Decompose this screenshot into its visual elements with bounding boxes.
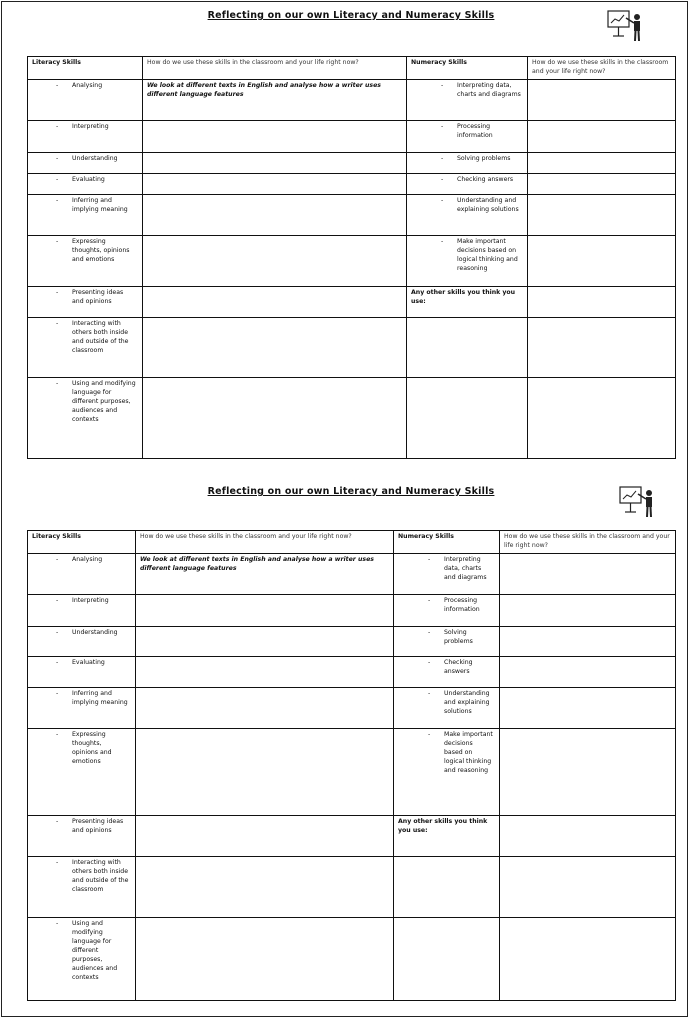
- other-skills-cell[interactable]: [407, 286, 528, 317]
- numeracy-skill-cell: - Processing information: [394, 594, 500, 626]
- numeracy-answer-cell[interactable]: [500, 917, 676, 1000]
- numeracy-blank-cell[interactable]: [407, 377, 528, 458]
- literacy-skill-label: Presenting ideas and opinions: [72, 288, 124, 305]
- literacy-answer-cell[interactable]: [136, 728, 394, 815]
- literacy-skills-header: Literacy Skills: [28, 57, 143, 80]
- worksheet-2: [27, 484, 675, 1004]
- other-skills-prompt: Any other skills you think you use:: [411, 288, 516, 305]
- numeracy-question-header: How do we use these skills in the classroom and your life right now?: [528, 57, 676, 80]
- numeracy-skill-cell: - Checking answers: [394, 656, 500, 687]
- literacy-skill-cell: - Expressing thoughts, opinions and emotions: [28, 235, 143, 286]
- numeracy-question-header: How do we use these skills in the classroom and your life right now?: [500, 531, 676, 554]
- numeracy-skill-label: Solving problems: [457, 154, 511, 162]
- literacy-skill-cell: - Inferring and implying meaning: [28, 687, 136, 728]
- other-skills-cell[interactable]: [394, 815, 500, 856]
- numeracy-skill-label: Checking answers: [457, 175, 514, 183]
- literacy-skill-cell: - Presenting ideas and opinions: [28, 286, 143, 317]
- numeracy-skill-label: Understanding and explaining solutions: [457, 196, 519, 213]
- literacy-answer-cell[interactable]: [143, 194, 407, 235]
- numeracy-answer-cell[interactable]: [528, 377, 676, 458]
- literacy-answer-cell[interactable]: [143, 79, 407, 120]
- numeracy-answer-cell[interactable]: [528, 152, 676, 173]
- sheet-title: Reflecting on our own Literacy and Numeracy Skills: [207, 10, 495, 21]
- literacy-answer-cell[interactable]: [143, 120, 407, 152]
- literacy-skill-label: Understanding: [72, 154, 118, 162]
- sheet-title: Reflecting on our own Literacy and Numeracy Skills: [207, 486, 495, 497]
- literacy-answer-cell[interactable]: [143, 152, 407, 173]
- literacy-answer-cell[interactable]: [143, 173, 407, 194]
- literacy-answer-cell[interactable]: [136, 626, 394, 656]
- numeracy-skill-label: Make important decisions based on logical thinking and reasoning: [444, 730, 493, 774]
- numeracy-answer-cell[interactable]: [528, 173, 676, 194]
- literacy-skill-label: Analysing: [72, 555, 103, 563]
- literacy-skill-cell: - Analysing: [28, 553, 136, 594]
- literacy-skill-cell: - Evaluating: [28, 173, 143, 194]
- literacy-skill-cell: - Interacting with others both inside and outside of the classroom: [28, 317, 143, 377]
- numeracy-answer-cell[interactable]: [500, 728, 676, 815]
- literacy-skill-cell: - Analysing: [28, 79, 143, 120]
- example-answer: We look at different texts in English and analyse how a writer uses different language features: [147, 81, 381, 98]
- numeracy-skill-cell: - Make important decisions based on logical thinking and reasoning: [407, 235, 528, 286]
- literacy-skill-cell: - Inferring and implying meaning: [28, 194, 143, 235]
- numeracy-skill-label: Make important decisions based on logical thinking and reasoning: [457, 237, 518, 272]
- numeracy-skill-cell: - Checking answers: [407, 173, 528, 194]
- literacy-skills-header: Literacy Skills: [28, 531, 136, 554]
- literacy-answer-cell[interactable]: [136, 917, 394, 1000]
- numeracy-answer-cell[interactable]: [500, 856, 676, 917]
- numeracy-answer-cell[interactable]: [500, 815, 676, 856]
- literacy-skill-label: Presenting ideas and opinions: [72, 817, 124, 834]
- teacher-presentation-board-icon: [619, 484, 657, 518]
- numeracy-blank-cell[interactable]: [394, 856, 500, 917]
- numeracy-skill-cell: - Solving problems: [394, 626, 500, 656]
- numeracy-answer-cell[interactable]: [528, 317, 676, 377]
- worksheet-1: [27, 8, 675, 463]
- numeracy-skill-cell: - Make important decisions based on logical thinking and reasoning: [394, 728, 500, 815]
- literacy-skill-label: Interpreting: [72, 122, 109, 130]
- literacy-question-header: How do we use these skills in the classroom and your life right now?: [136, 531, 394, 554]
- numeracy-answer-cell[interactable]: [528, 286, 676, 317]
- numeracy-skills-header: Numeracy Skills: [407, 57, 528, 80]
- literacy-skill-label: Using and modifying language for different purposes, audiences and contexts: [72, 379, 136, 423]
- literacy-answer-cell[interactable]: [136, 815, 394, 856]
- literacy-skill-cell: - Understanding: [28, 626, 136, 656]
- literacy-answer-cell[interactable]: [143, 286, 407, 317]
- numeracy-answer-cell[interactable]: [500, 656, 676, 687]
- literacy-skill-cell: - Using and modifying language for different purposes, audiences and contexts: [28, 377, 143, 458]
- numeracy-skill-cell: - Processing information: [407, 120, 528, 152]
- numeracy-skill-label: Interpreting data, charts and diagrams: [444, 555, 487, 581]
- literacy-skill-label: Inferring and implying meaning: [72, 689, 128, 706]
- literacy-skill-label: Using and modifying language for different purposes, audiences and contexts: [72, 919, 118, 981]
- literacy-question-header: How do we use these skills in the classroom and your life right now?: [143, 57, 407, 80]
- literacy-skill-label: Interacting with others both inside and outside of the classroom: [72, 858, 129, 893]
- numeracy-blank-cell[interactable]: [394, 917, 500, 1000]
- literacy-answer-cell[interactable]: [136, 687, 394, 728]
- literacy-skill-label: Analysing: [72, 81, 103, 89]
- numeracy-answer-cell[interactable]: [528, 194, 676, 235]
- literacy-skill-label: Evaluating: [72, 175, 105, 183]
- literacy-skill-label: Inferring and implying meaning: [72, 196, 128, 213]
- literacy-skill-cell: - Presenting ideas and opinions: [28, 815, 136, 856]
- numeracy-skill-cell: - Interpreting data, charts and diagrams: [407, 79, 528, 120]
- numeracy-skill-cell: - Solving problems: [407, 152, 528, 173]
- literacy-skill-label: Evaluating: [72, 658, 105, 666]
- literacy-skill-label: Understanding: [72, 628, 118, 636]
- numeracy-skill-label: Understanding and explaining solutions: [444, 689, 490, 715]
- numeracy-skill-cell: - Understanding and explaining solutions: [407, 194, 528, 235]
- numeracy-skill-label: Processing information: [444, 596, 480, 613]
- other-skills-prompt: Any other skills you think you use:: [398, 817, 488, 834]
- numeracy-answer-cell[interactable]: [528, 235, 676, 286]
- literacy-skill-cell: - Interpreting: [28, 120, 143, 152]
- numeracy-answer-cell[interactable]: [500, 594, 676, 626]
- numeracy-skill-label: Checking answers: [444, 658, 473, 675]
- numeracy-answer-cell[interactable]: [500, 553, 676, 594]
- literacy-answer-cell[interactable]: [136, 856, 394, 917]
- numeracy-skill-cell: - Understanding and explaining solutions: [394, 687, 500, 728]
- numeracy-blank-cell[interactable]: [407, 317, 528, 377]
- numeracy-answer-cell[interactable]: [528, 120, 676, 152]
- literacy-skill-cell: - Using and modifying language for different purposes, audiences and contexts: [28, 917, 136, 1000]
- literacy-answer-cell[interactable]: [143, 377, 407, 458]
- numeracy-skill-label: Interpreting data, charts and diagrams: [457, 81, 521, 98]
- numeracy-skill-label: Processing information: [457, 122, 493, 139]
- skills-table: [27, 56, 676, 459]
- literacy-skill-label: Expressing thoughts, opinions and emotions: [72, 730, 112, 765]
- literacy-skill-cell: - Expressing thoughts, opinions and emotions: [28, 728, 136, 815]
- literacy-skill-cell: - Interpreting: [28, 594, 136, 626]
- literacy-answer-cell[interactable]: [143, 317, 407, 377]
- literacy-answer-cell[interactable]: [143, 235, 407, 286]
- skills-table: [27, 530, 676, 1001]
- numeracy-answer-cell[interactable]: [528, 79, 676, 120]
- literacy-skill-cell: - Interacting with others both inside and outside of the classroom: [28, 856, 136, 917]
- example-answer: We look at different texts in English and analyse how a writer uses different language features: [140, 555, 374, 572]
- numeracy-skill-cell: - Interpreting data, charts and diagrams: [394, 553, 500, 594]
- literacy-skill-label: Expressing thoughts, opinions and emotions: [72, 237, 130, 263]
- numeracy-answer-cell[interactable]: [500, 687, 676, 728]
- numeracy-skill-label: Solving problems: [444, 628, 473, 645]
- literacy-answer-cell[interactable]: [136, 656, 394, 687]
- literacy-skill-cell: - Understanding: [28, 152, 143, 173]
- literacy-skill-cell: - Evaluating: [28, 656, 136, 687]
- literacy-answer-cell[interactable]: [136, 594, 394, 626]
- literacy-answer-cell[interactable]: [136, 553, 394, 594]
- numeracy-skills-header: Numeracy Skills: [394, 531, 500, 554]
- literacy-skill-label: Interpreting: [72, 596, 109, 604]
- teacher-presentation-board-icon: [607, 8, 645, 42]
- numeracy-answer-cell[interactable]: [500, 626, 676, 656]
- literacy-skill-label: Interacting with others both inside and outside of the classroom: [72, 319, 129, 354]
